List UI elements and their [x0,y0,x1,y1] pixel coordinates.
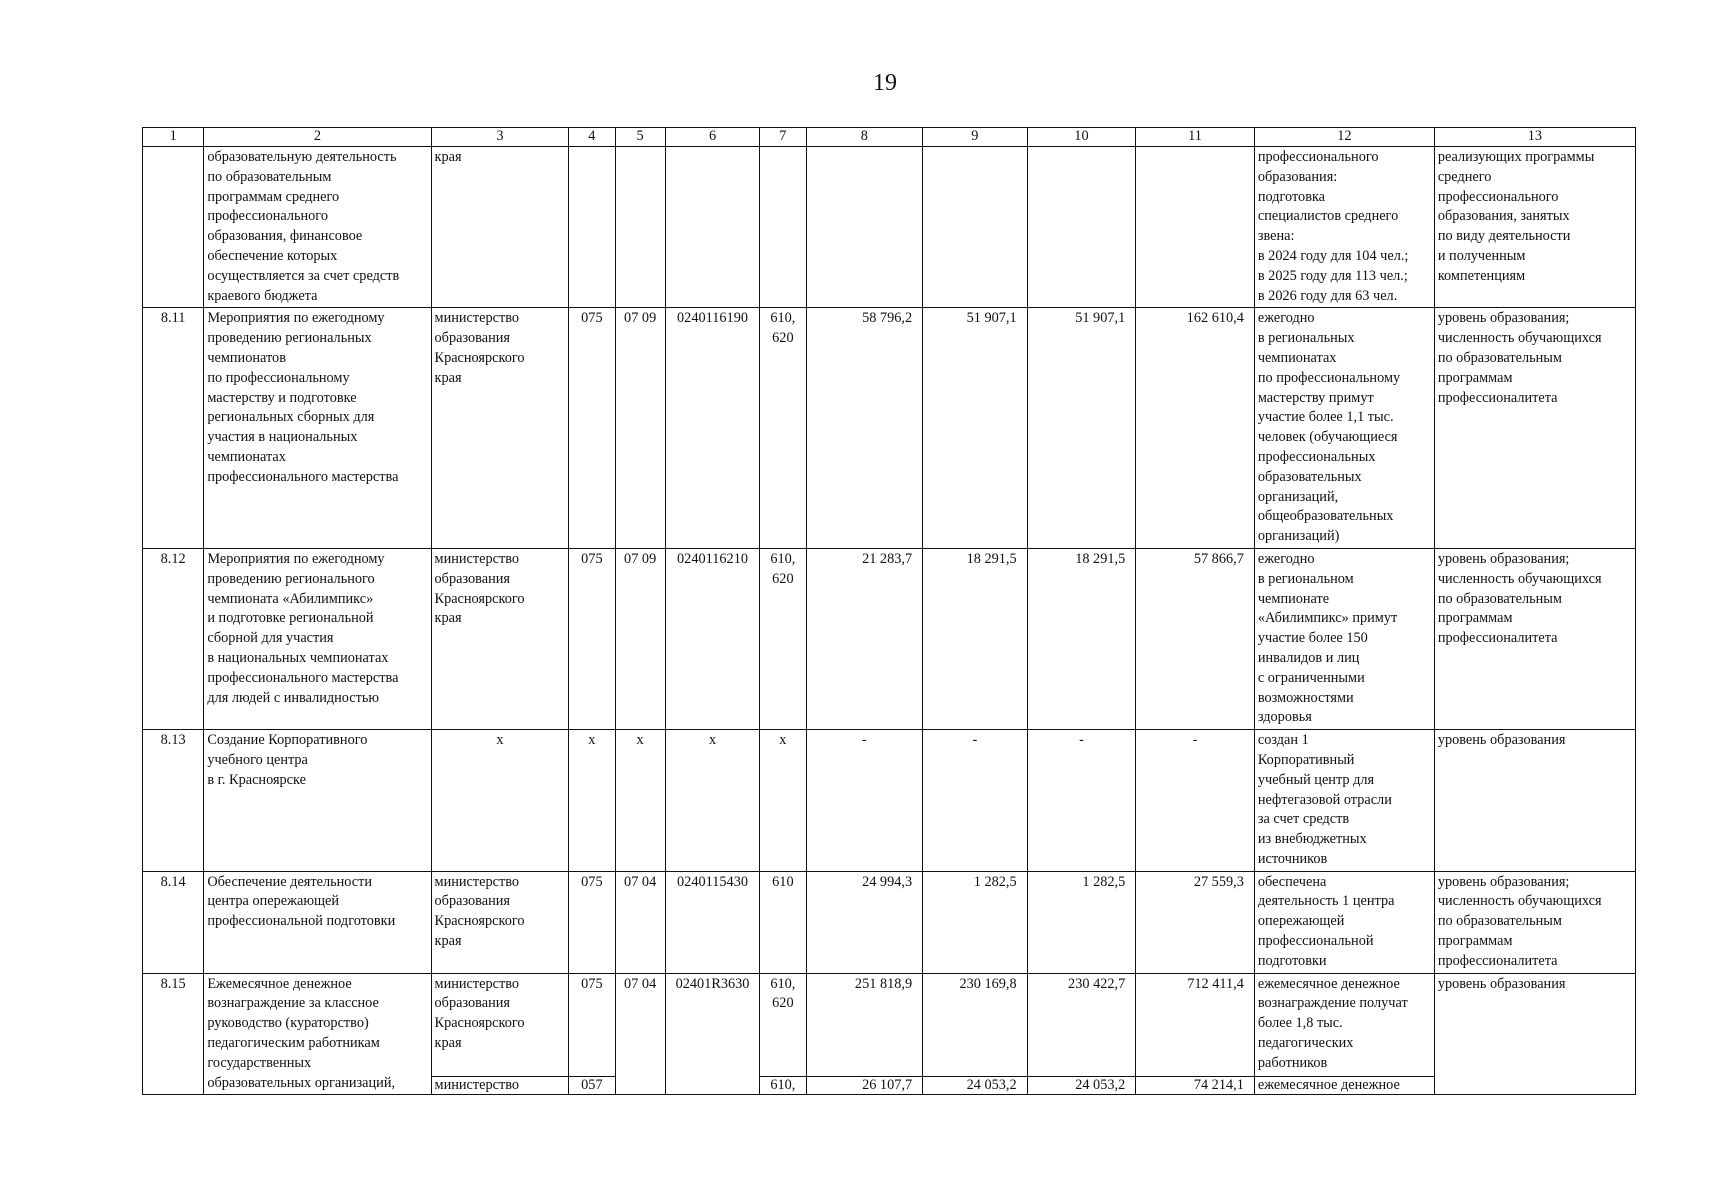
table-row [143,871,1636,973]
grbs-code: 075 [569,548,615,729]
amount-col10: 230 422,7 [1027,973,1136,1077]
responsible-org: министерство образования Красноярского края [431,871,569,973]
target-article-code: 0240115430 [665,871,760,973]
amount-col10: 18 291,5 [1027,548,1136,729]
column-header: 5 [615,128,665,147]
grbs-code [569,147,615,308]
table-row [143,973,1636,1077]
column-header: 2 [204,128,431,147]
target-article-code [665,147,760,308]
amount-col11: 162 610,4 [1136,308,1255,549]
activity-name: Создание Корпоративного учебного центра в г. Красноярске [204,730,431,872]
amount-col11: - [1136,730,1255,872]
amount-col11: 57 866,7 [1136,548,1255,729]
grbs-code: 075 [569,308,615,549]
expense-type-code: 610, 620 [760,548,806,729]
grbs-code: 057 [569,1077,615,1095]
amount-col9: 1 282,5 [923,871,1028,973]
target-article-code: 0240116210 [665,548,760,729]
row-number [143,147,204,308]
activity-name: образовательную деятельность по образовательным программам среднего профессионального образования, финансовое обеспечение которых осуществляется за счет средств краевого бюджета [204,147,431,308]
column-header: 3 [431,128,569,147]
amount-col11 [1136,147,1255,308]
activity-name: Мероприятия по ежегодному проведению регионального чемпионата «Абилимпикс» и подготовке региональной сборной для участия в национальных чемпионатах профессионального мастерства для людей с инвалидностью [204,548,431,729]
expense-type-code [760,147,806,308]
column-header: 1 [143,128,204,147]
grbs-code: 075 [569,973,615,1077]
section-code: 07 04 [615,871,665,973]
amount-col9: 18 291,5 [923,548,1028,729]
section-code: х [615,730,665,872]
expense-type-code: х [760,730,806,872]
column-header: 12 [1254,128,1434,147]
grbs-code: х [569,730,615,872]
table-row-continuation [143,147,1636,308]
expense-type-code: 610 [760,871,806,973]
section-code: 07 09 [615,308,665,549]
activity-name: Обеспечение деятельности центра опережающей профессиональной подготовки [204,871,431,973]
responsible-org: края [431,147,569,308]
expected-result: ежемесячное денежное [1254,1077,1434,1095]
amount-col11: 27 559,3 [1136,871,1255,973]
expense-type-code: 610, [760,1077,806,1095]
column-number-row [143,128,1636,147]
column-header: 10 [1027,128,1136,147]
row-number: 8.13 [143,730,204,872]
amount-col10: 24 053,2 [1027,1077,1136,1095]
activity-name: Ежемесячное денежное вознаграждение за классное руководство (кураторство) педагогическим работникам государственных образовательных организаций, [204,973,431,1095]
table-row [143,730,1636,872]
section-code: 07 04 [615,973,665,1095]
expected-result: обеспечена деятельность 1 центра опережающей профессиональной подготовки [1254,871,1434,973]
indicator: уровень образования [1434,730,1635,872]
expected-result: ежегодно в региональных чемпионатах по профессиональному мастерству примут участие более 1,1 тыс. человек (обучающиеся профессиональных образовательных организаций, общеобразовательных организаций) [1254,308,1434,549]
responsible-org: министерство [431,1077,569,1095]
target-article-code: 02401R3630 [665,973,760,1095]
amount-col10 [1027,147,1136,308]
table-row [143,308,1636,549]
amount-col11: 712 411,4 [1136,973,1255,1077]
row-number: 8.15 [143,973,204,1095]
expected-result: ежемесячное денежное вознаграждение получат более 1,8 тыс. педагогических работников [1254,973,1434,1077]
page-number: 19 [873,70,897,96]
amount-col9: 230 169,8 [923,973,1028,1077]
amount-col8: - [806,730,923,872]
indicator: уровень образования; численность обучающихся по образовательным программам профессионалитета [1434,308,1635,549]
indicator: уровень образования; численность обучающихся по образовательным программам профессионалитета [1434,871,1635,973]
row-number: 8.11 [143,308,204,549]
row-number: 8.14 [143,871,204,973]
responsible-org: министерство образования Красноярского края [431,308,569,549]
row-number: 8.12 [143,548,204,729]
column-header: 4 [569,128,615,147]
amount-col9: - [923,730,1028,872]
indicator: уровень образования [1434,973,1635,1095]
amount-col8: 21 283,7 [806,548,923,729]
table-row [143,548,1636,729]
expected-result: создан 1 Корпоративный учебный центр для нефтегазовой отрасли за счет средств из внебюджетных источников [1254,730,1434,872]
amount-col10: 1 282,5 [1027,871,1136,973]
amount-col8 [806,147,923,308]
column-header: 13 [1434,128,1635,147]
column-header: 9 [923,128,1028,147]
expected-result: профессионального образования: подготовка специалистов среднего звена: в 2024 году для 104 чел.; в 2025 году для 113 чел.; в 2026 году для 63 чел. [1254,147,1434,308]
column-header: 7 [760,128,806,147]
amount-col10: 51 907,1 [1027,308,1136,549]
activity-name: Мероприятия по ежегодному проведению региональных чемпионатов по профессиональному мастерству и подготовке региональных сборных для участия в национальных чемпионатах профессионального мастерства [204,308,431,549]
amount-col9: 51 907,1 [923,308,1028,549]
grbs-code: 075 [569,871,615,973]
target-article-code: х [665,730,760,872]
responsible-org: министерство образования Красноярского края [431,548,569,729]
target-article-code: 0240116190 [665,308,760,549]
section-code: 07 09 [615,548,665,729]
amount-col8: 58 796,2 [806,308,923,549]
expected-result: ежегодно в региональном чемпионате «Абилимпикс» примут участие более 150 инвалидов и лиц с ограниченными возможностями здоровья [1254,548,1434,729]
amount-col8: 251 818,9 [806,973,923,1077]
responsible-org: министерство образования Красноярского края [431,973,569,1077]
amount-col8: 24 994,3 [806,871,923,973]
indicator: уровень образования; численность обучающихся по образовательным программам профессионалитета [1434,548,1635,729]
amount-col9 [923,147,1028,308]
expense-type-code: 610, 620 [760,973,806,1077]
responsible-org: х [431,730,569,872]
column-header: 11 [1136,128,1255,147]
expense-type-code: 610, 620 [760,308,806,549]
amount-col9: 24 053,2 [923,1077,1028,1095]
indicator: реализующих программы среднего профессионального образования, занятых по виду деятельности и полученным компетенциям [1434,147,1635,308]
section-code [615,147,665,308]
amount-col11: 74 214,1 [1136,1077,1255,1095]
amount-col8: 26 107,7 [806,1077,923,1095]
program-activities-table [142,127,1636,1095]
column-header: 6 [665,128,760,147]
amount-col10: - [1027,730,1136,872]
column-header: 8 [806,128,923,147]
